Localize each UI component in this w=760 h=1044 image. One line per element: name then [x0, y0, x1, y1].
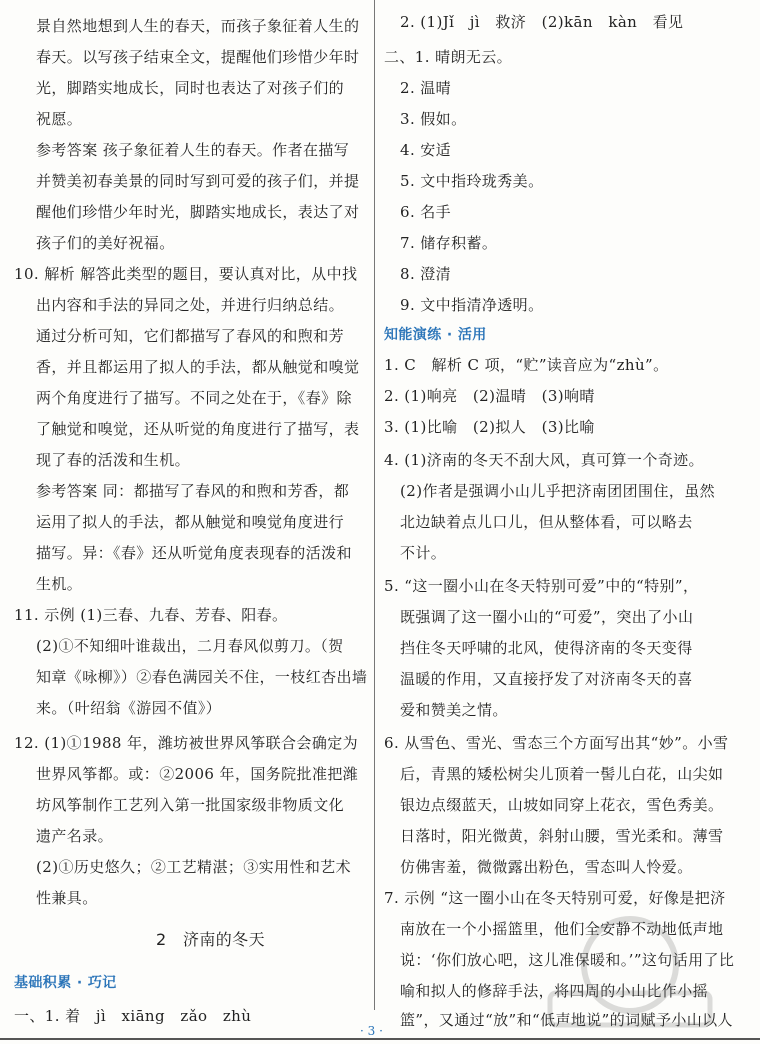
section-label-practice: 知能演练 · 活用	[384, 327, 487, 343]
text-line: 既强调了这一圈小山的“可爱”，突出了小山	[400, 608, 694, 626]
text-line: 现了春的活泼和生机。	[36, 451, 191, 469]
text-line: 知章《咏柳》）②春色满园关不住，一枝红杏出墙	[36, 668, 368, 686]
text-line: 生机。	[36, 575, 83, 593]
bottom-rule	[0, 1038, 760, 1040]
text-line: 10. 解析 解答此类型的题目，要认真对比，从中找	[14, 265, 358, 283]
text-line: 世界风筝都。或：②2006 年，国务院批准把潍	[36, 765, 359, 783]
text-line: 银边点缀蓝天，山坡如同穿上花衣，雪色秀美。	[400, 796, 724, 814]
text-line: 景自然地想到人生的春天，而孩子象征着人生的	[36, 17, 360, 35]
text-line: 7. 储存积蓄。	[400, 234, 498, 252]
text-line: 后，青黑的矮松树尖儿顶着一髻儿白花，山尖如	[400, 765, 724, 783]
text-line: 12. (1)①1988 年，潍坊被世界风筝联合会确定为	[14, 734, 359, 752]
section-label-basic: 基础积累 · 巧记	[14, 975, 117, 991]
page-number: · 3 ·	[360, 1024, 383, 1038]
text-line: 5. “这一圈小山在冬天特别可爱”中的“特别”，	[384, 577, 699, 595]
answer-line-pinyin: 一、1. 着 jì xiāng zǎo zhù	[14, 1007, 252, 1025]
text-line: 5. 文中指玲珑秀美。	[400, 172, 544, 190]
text-line: 描写。异：《春》还从听觉角度表现春的活泼和	[36, 544, 352, 562]
text-line: 9. 文中指清净透明。	[400, 296, 544, 314]
text-line: 11. 示例 (1)三春、九春、芳春、阳春。	[14, 606, 288, 624]
text-line: 温暖的作用，又直接抒发了对济南冬天的喜	[400, 670, 693, 688]
text-line: (2)作者是强调小山儿乎把济南团团围住，虽然	[400, 482, 716, 500]
text-line: (2)①历史悠久；②工艺精湛；③实用性和艺术	[36, 858, 352, 876]
text-line: 性兼具。	[36, 889, 98, 907]
text-line: 2. (1)Jǐ jì 救济 (2)kān kàn 看见	[400, 13, 684, 31]
text-line: 参考答案 孩子象征着人生的春天。作者在描写	[36, 141, 350, 159]
text-line: 祝愿。	[36, 110, 83, 128]
text-line: 光，脚踏实地成长，同时也表达了对孩子们的	[36, 79, 345, 97]
text-line: 3. 假如。	[400, 110, 467, 128]
text-line: 6. 名手	[400, 203, 452, 221]
text-line: 篮”，又通过“放”和“低声地说”的词赋予小山以人	[400, 1011, 733, 1029]
text-line: 运用了拟人的手法，都从触觉和嗅觉角度进行	[36, 513, 345, 531]
text-line: 3. (1)比喻 (2)拟人 (3)比喻	[384, 418, 595, 436]
section-title: 2 济南的冬天	[156, 930, 265, 949]
text-line: 遗产名录。	[36, 827, 114, 845]
text-line: 喻和拟人的修辞手法，将四周的小山比作小摇	[400, 982, 709, 1000]
text-line: 出内容和手法的异同之处，并进行归纳总结。	[36, 296, 345, 314]
text-line: 两个角度进行了描写。不同之处在于，《春》除	[36, 389, 352, 407]
text-line: (2)①不知细叶谁裁出，二月春风似剪刀。（贺	[36, 637, 344, 655]
text-line: 4. (1)济南的冬天不刮大风，真可算一个奇迹。	[384, 451, 704, 469]
text-line: 2. (1)响亮 (2)温晴 (3)响晴	[384, 387, 595, 405]
text-line: 孩子们的美好祝福。	[36, 234, 175, 252]
text-line: 日落时，阳光微黄，斜射山腰，雪光柔和。薄雪	[400, 827, 724, 845]
text-line: 坊风筝制作工艺列入第一批国家级非物质文化	[36, 796, 345, 814]
text-line: 挡住冬天呼啸的北风，使得济南的冬天变得	[400, 639, 693, 657]
text-line: 说：‘你们放心吧，这儿准保暖和。’”这句话用了比	[400, 951, 735, 969]
text-line: 8. 澄清	[400, 265, 452, 283]
text-line: 2. 温晴	[400, 79, 452, 97]
text-line: 4. 安适	[400, 141, 452, 159]
text-line: 香，并且都运用了拟人的手法，都从触觉和嗅觉	[36, 358, 360, 376]
text-line: 春天。以写孩子结束全文，提醒他们珍惜少年时	[36, 48, 360, 66]
text-line: 6. 从雪色、雪光、雪态三个方面写出其“妙”。小雪	[384, 734, 729, 752]
text-line: 并赞美初春美景的同时写到可爱的孩子们，并提	[36, 172, 360, 190]
text-line: 了触觉和嗅觉，还从听觉的角度进行了描写，表	[36, 420, 360, 438]
text-line: 通过分析可知，它们都描写了春风的和煦和芳	[36, 327, 345, 345]
text-line: 7. 示例 “这一圈小山在冬天特别可爱，好像是把济	[384, 889, 726, 907]
text-line: 来。（叶绍翁《游园不值》）	[36, 699, 222, 717]
text-line: 北边缺着点儿口儿，但从整体看，可以略去	[400, 513, 693, 531]
text-line: 仿佛害羞，微微露出粉色，雪态叫人怜爱。	[400, 858, 693, 876]
column-divider	[374, 0, 375, 1010]
text-line: 不计。	[400, 544, 447, 562]
text-line: 南放在一个小摇篮里，他们全安静不动地低声地	[400, 920, 724, 938]
watermark-logo	[530, 905, 730, 1035]
text-line: 1. C 解析 C 项，“贮”读音应为“zhù”。	[384, 356, 669, 374]
text-line: 二、1. 晴朗无云。	[384, 48, 513, 66]
text-line: 参考答案 同：都描写了春风的和煦和芳香，都	[36, 482, 350, 500]
text-line: 醒他们珍惜少年时光，脚踏实地成长，表达了对	[36, 203, 360, 221]
text-line: 爱和赞美之情。	[400, 701, 508, 719]
